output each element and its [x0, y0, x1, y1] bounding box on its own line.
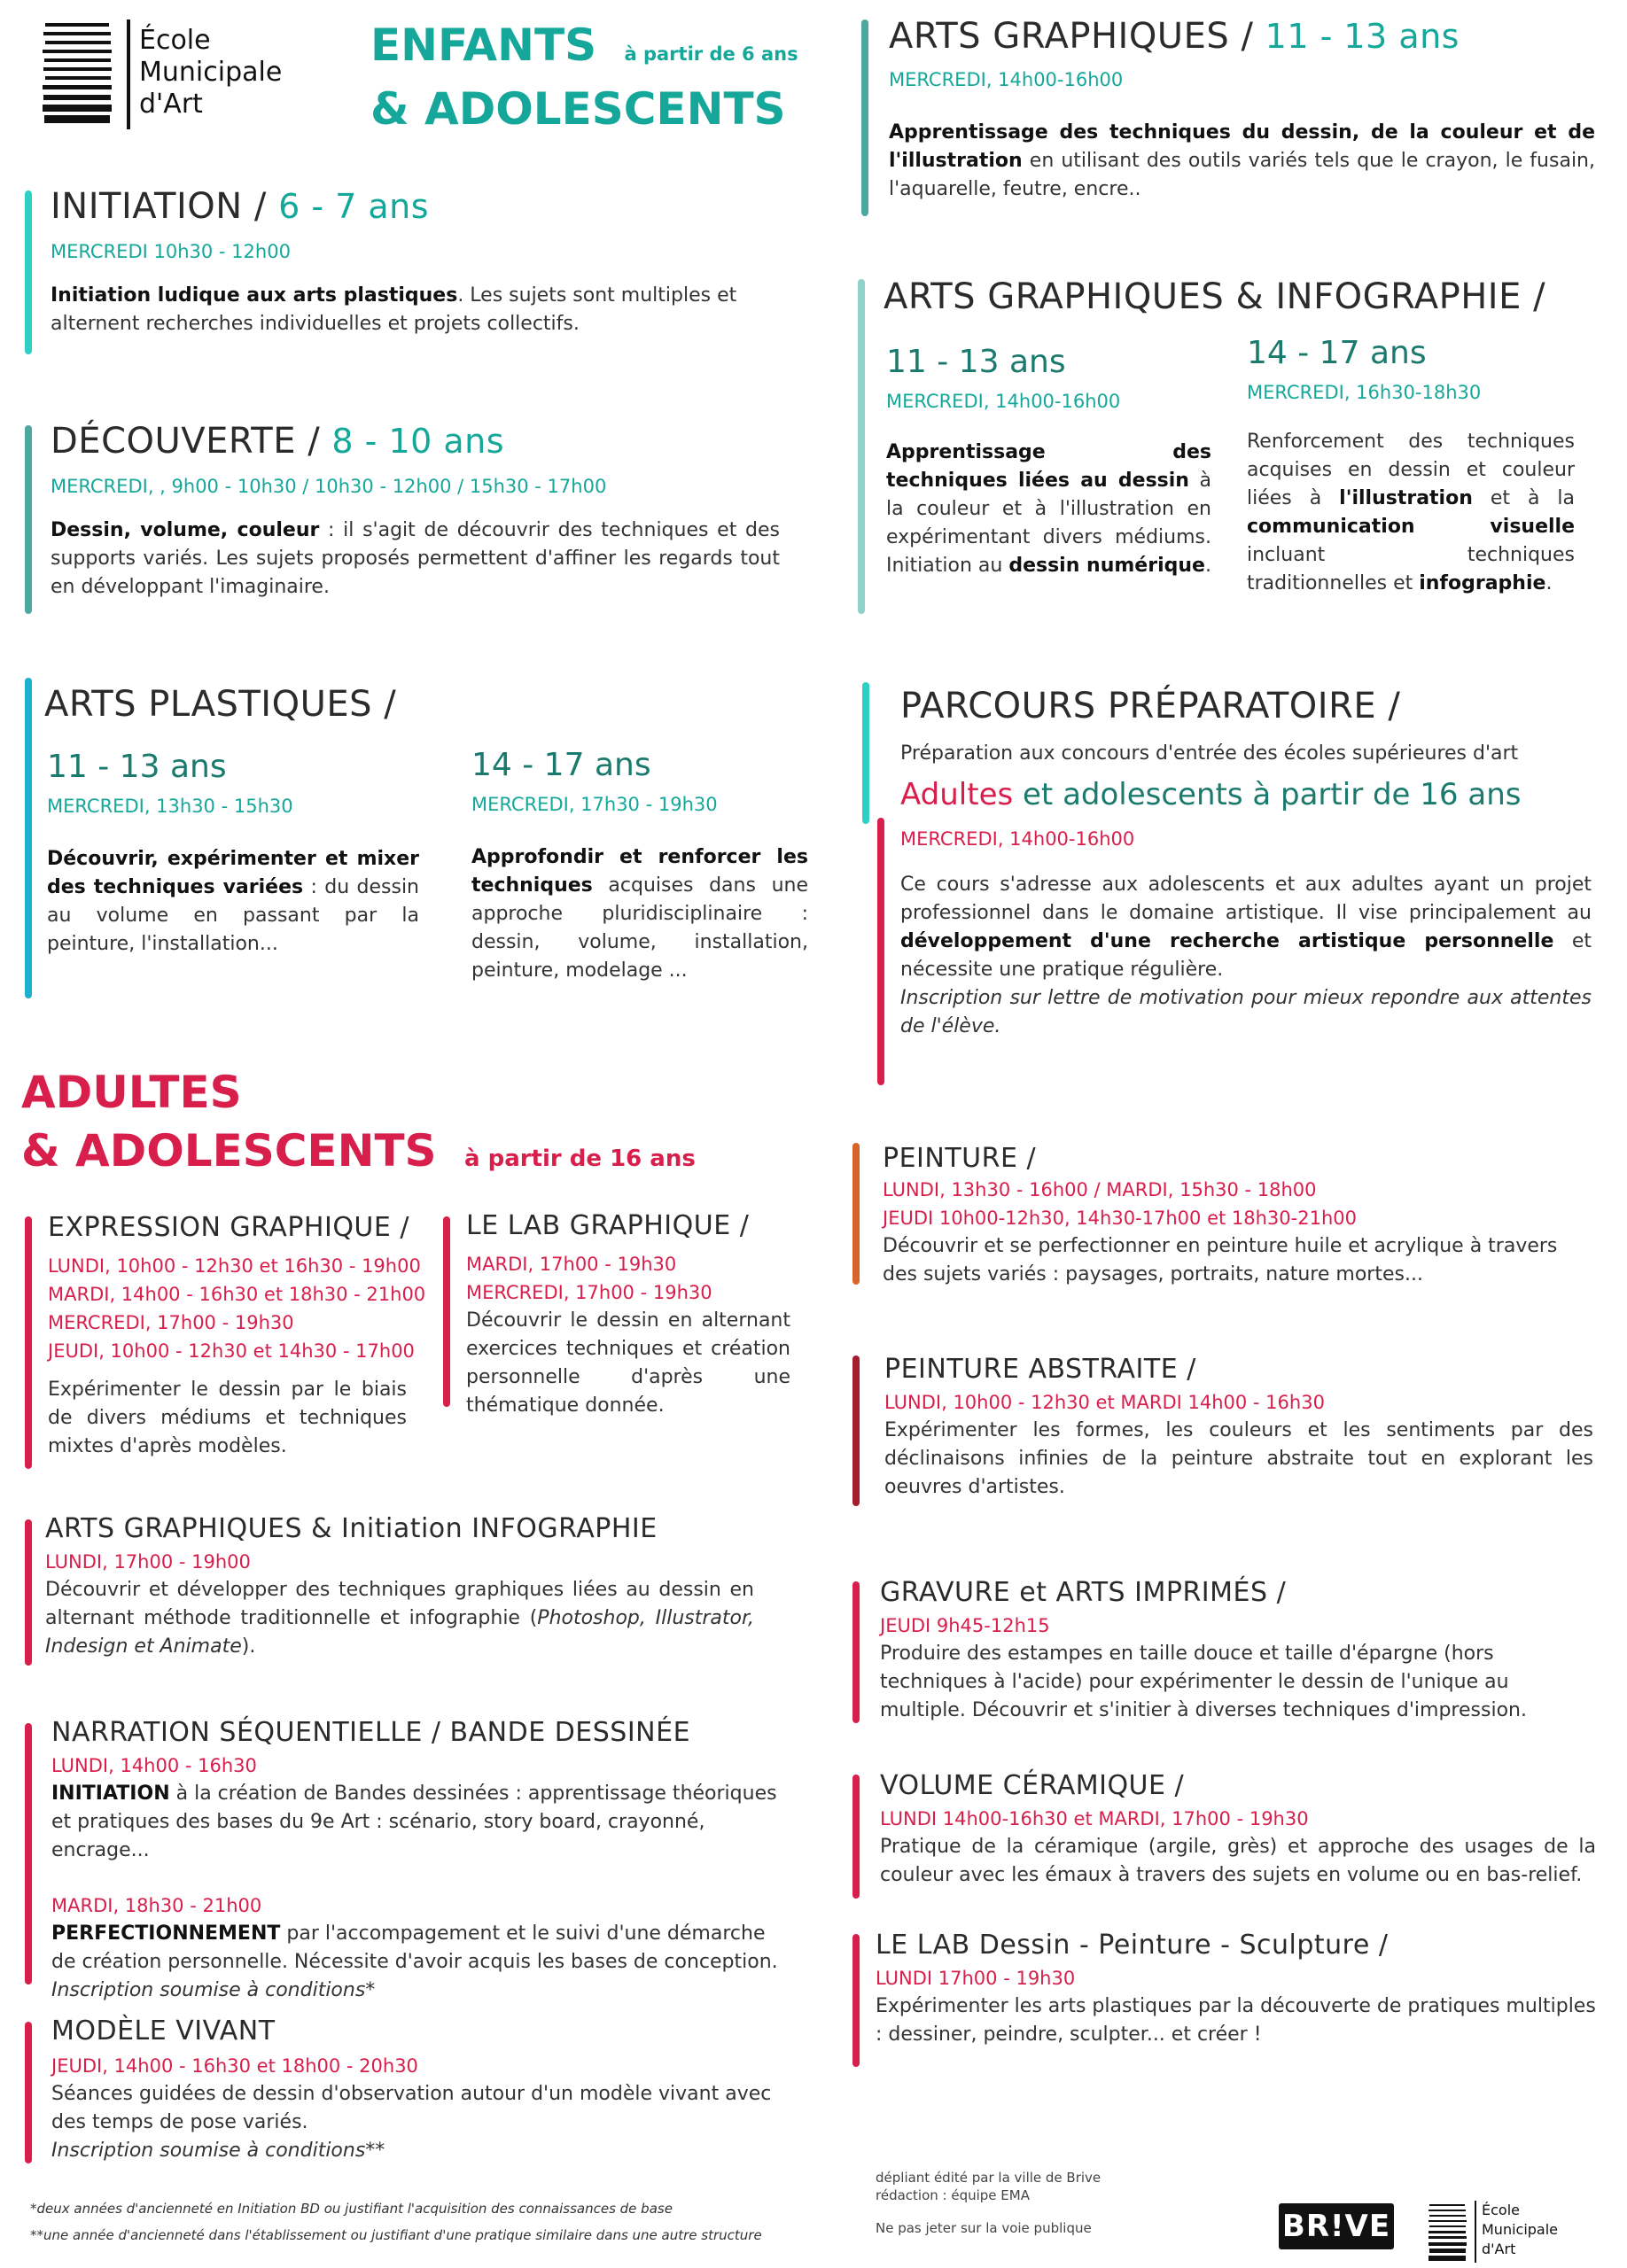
arts-plastiques-description-2: Approfondir et renforcer les techniques acquises dans une approche pluridisciplinaire : dessin, volume, installation, peinture, modelage ... — [471, 846, 808, 982]
ag-infographie-description-1: Apprentissage des techniques liées au dessin à la couleur et à l'illustration en expérimentant divers médiums. Initiation au dessin numérique. — [886, 441, 1211, 577]
ag-infographie-bar — [858, 279, 865, 614]
ag-init-info-bar — [25, 1519, 32, 1666]
credit-line-3: Ne pas jeter sur la voie publique — [876, 2220, 1092, 2236]
adults-heading-sub: à partir de 16 ans — [463, 1146, 696, 1172]
footnote-1: *deux années d'ancienneté en Initiation BD ou justifiant l'acquisition des connaissances de base — [30, 2201, 673, 2217]
footer-logo-line-2: Municipale — [1482, 2221, 1559, 2238]
arts-graphiques-description: Apprentissage des techniques du dessin, de la couleur et de l'illustration en utilisant des outils variés tels que le crayon, le fusain, l'aquarelle, feutre, encre.. — [889, 121, 1595, 200]
parcours-schedule: MERCREDI, 14h00-16h00 — [900, 828, 1135, 850]
expression-bar — [25, 1216, 32, 1469]
decouverte-description: Dessin, volume, couleur : il s'agit de découvrir des techniques et des supports variés. Les sujets proposés permettent d'affiner les regards tout en développant l'imaginaire. — [51, 519, 780, 598]
initiation-bar — [25, 190, 32, 354]
expression-title: EXPRESSION GRAPHIQUE / — [48, 1212, 409, 1243]
decouverte-bar — [25, 425, 32, 614]
footer-logo-line-3: d'Art — [1482, 2241, 1516, 2257]
arts-graphiques-block — [889, 16, 1595, 204]
expression-schedule-2: MARDI, 14h00 - 16h30 et 18h30 - 21h00 — [48, 1284, 426, 1305]
logo-line-3: d'Art — [139, 89, 203, 120]
ceramique-description: Pratique de la céramique (argile, grès) et approche des usages de la couleur avec les émaux à travers des sujets en volume ou en bas-relief. — [880, 1836, 1596, 1886]
abstraite-schedule: LUNDI, 10h00 - 12h30 et MARDI 14h00 - 16h30 — [884, 1392, 1325, 1413]
arts-plastiques-age-1: 11 - 13 ans — [47, 749, 227, 785]
ag-init-info-block — [45, 1513, 754, 1661]
ag-infographie-col-1 — [886, 344, 1211, 580]
expression-schedule-1: LUNDI, 10h00 - 12h30 et 16h30 - 19h00 — [48, 1255, 421, 1277]
credit-line-2: rédaction : équipe EMA — [876, 2187, 1030, 2203]
narration-schedule-2: MARDI, 18h30 - 21h00 — [51, 1895, 262, 1916]
kids-heading-line-2: & ADOLESCENTS — [370, 83, 786, 135]
lab-dps-schedule: LUNDI 17h00 - 19h30 — [876, 1968, 1076, 1989]
logo-line-1: École — [139, 25, 211, 56]
lab-graphique-schedule-2: MERCREDI, 17h00 - 19h30 — [466, 1282, 712, 1303]
arts-plastiques-schedule-1: MERCREDI, 13h30 - 15h30 — [47, 796, 293, 817]
arts-graphiques-schedule: MERCREDI, 14h00-16h00 — [889, 69, 1124, 90]
brive-logo — [1279, 2203, 1394, 2249]
narration-description-1: INITIATION à la création de Bandes dessinées : apprentissage théoriques et pratiques des bases du 9e Art : scénario, story board, crayonné, encrage... — [51, 1783, 777, 1861]
ceramique-bar — [852, 1775, 860, 1899]
expression-description: Expérimenter le dessin par le biais de divers médiums et techniques mixtes d'après modèles. — [48, 1379, 407, 1457]
decouverte-schedule: MERCREDI, , 9h00 - 10h30 / 10h30 - 12h00 / 15h30 - 17h00 — [51, 476, 607, 497]
abstraite-bar — [852, 1355, 860, 1506]
brive-logo-text: BR!VE — [1281, 2209, 1391, 2244]
ag-infographie-schedule-1: MERCREDI, 14h00-16h00 — [886, 391, 1121, 412]
lab-dps-title: LE LAB Dessin - Peinture - Sculpture / — [876, 1930, 1389, 1961]
lab-graphique-title: LE LAB GRAPHIQUE / — [466, 1210, 750, 1241]
adults-heading-line-2: & ADOLESCENTS — [21, 1125, 437, 1177]
gravure-description: Produire des estampes en taille douce et taille d'épargne (hors techniques à l'acide) pour expérimenter le dessin de l'unique au multiple. Découvrir et s'initier à diverses techniques d'impression. — [880, 1643, 1527, 1721]
parcours-bar-top — [862, 682, 869, 824]
arts-graphiques-age: 11 - 13 ans — [1265, 17, 1460, 56]
ag-init-info-schedule: LUNDI, 17h00 - 19h00 — [45, 1551, 251, 1573]
ag-infographie-age-2: 14 - 17 ans — [1247, 335, 1427, 371]
narration-schedule-1: LUNDI, 14h00 - 16h30 — [51, 1755, 257, 1776]
narration-title: NARRATION SÉQUENTIELLE / BANDE DESSINÉE — [51, 1717, 691, 1748]
credit-line-1: dépliant édité par la ville de Brive — [876, 2170, 1102, 2186]
credits — [876, 2169, 1101, 2236]
initiation-description: Initiation ludique aux arts plastiques. Les sujets sont multiples et alternent recherches individuelles et projets collectifs. — [51, 284, 737, 335]
kids-heading-sub: à partir de 6 ans — [624, 43, 798, 65]
gravure-block — [880, 1577, 1596, 1725]
adults-heading-line-1: ADULTES — [21, 1067, 242, 1118]
lab-graphique-schedule-1: MARDI, 17h00 - 19h30 — [466, 1254, 677, 1275]
lab-dps-description: Expérimenter les arts plastiques par la découverte de pratiques multiples : dessiner, peindre, sculpter... et créer ! — [876, 1995, 1596, 2046]
lab-graphique-description: Découvrir le dessin en alternant exercices techniques et création personnelle d'après une thématique donnée. — [466, 1309, 790, 1417]
parcours-note: Inscription sur lettre de motivation pour mieux repondre aux attentes de l'élève. — [900, 987, 1592, 1037]
gravure-schedule: JEUDI 9h45-12h15 — [880, 1615, 1050, 1636]
parcours-description: Ce cours s'adresse aux adolescents et aux adultes ayant un projet professionnel dans le domaine artistique. Il vise principalement au développement d'une recherche artistique personnelle et nécessite une pratique régulière. Inscription sur lettre de motivation pour mieux repondre aux attentes de l'élève. — [900, 874, 1592, 1037]
logo-stripes-icon — [40, 11, 120, 135]
arts-plastiques-title: ARTS PLASTIQUES / — [44, 684, 397, 725]
peinture-schedule-1: LUNDI, 13h30 - 16h00 / MARDI, 15h30 - 18h00 — [883, 1179, 1317, 1200]
ag-init-info-title: ARTS GRAPHIQUES & Initiation INFOGRAPHIE — [45, 1513, 658, 1544]
decouverte-title: DÉCOUVERTE / — [51, 421, 321, 462]
peinture-schedule-2: JEUDI 10h00-12h30, 14h30-17h00 et 18h30-21h00 — [883, 1208, 1357, 1229]
peinture-title: PEINTURE / — [883, 1143, 1037, 1174]
arts-graphiques-title: ARTS GRAPHIQUES / — [889, 16, 1254, 57]
adults-heading — [21, 1063, 696, 1188]
lab-dps-block — [876, 1930, 1596, 2049]
decouverte-block — [51, 421, 780, 602]
narration-description-2: PERFECTIONNEMENT par l'accompagement et le suivi d'une démarche de création personnelle. Nécessite d'avoir acquis les bases de conception. Inscription soumise à conditions* — [51, 1922, 778, 2001]
footnotes — [30, 2195, 762, 2249]
parcours-block — [900, 686, 1592, 1041]
arts-plastiques-col-2 — [471, 747, 808, 985]
school-logo-footer — [1427, 2197, 1595, 2264]
narration-block — [51, 1717, 778, 2005]
parcours-title: PARCOURS PRÉPARATOIRE / — [900, 686, 1401, 726]
abstraite-block — [884, 1354, 1593, 1502]
arts-plastiques-schedule-2: MERCREDI, 17h30 - 19h30 — [471, 794, 718, 815]
initiation-title: INITIATION / — [51, 186, 267, 227]
arts-graphiques-bar — [861, 19, 868, 216]
kids-heading-line-1: ENFANTS — [370, 19, 597, 71]
ag-infographie-description-2: Renforcement des techniques acquises en dessin et couleur liées à l'illustration et à la communication visuelle incluant techniques traditionnelles et infographie. — [1247, 431, 1575, 594]
ag-infographie-schedule-2: MERCREDI, 16h30-18h30 — [1247, 382, 1482, 403]
parcours-audience-2: et adolescents à partir de 16 ans — [1013, 777, 1522, 812]
parcours-bar-bottom — [877, 818, 884, 1085]
arts-plastiques-col-1 — [47, 749, 419, 959]
modele-note: Inscription soumise à conditions** — [51, 2140, 385, 2162]
arts-plastiques-age-2: 14 - 17 ans — [471, 747, 651, 783]
logo-stripes-small-icon — [1427, 2197, 1471, 2264]
abstraite-description: Expérimenter les formes, les couleurs et les sentiments par des déclinaisons infinies de la peinture abstraite tout en explorant les oeuvres d'artistes. — [884, 1419, 1593, 1498]
ceramique-title: VOLUME CÉRAMIQUE / — [880, 1770, 1185, 1801]
gravure-title: GRAVURE et ARTS IMPRIMÉS / — [880, 1577, 1287, 1608]
expression-schedule-3: MERCREDI, 17h00 - 19h30 — [48, 1312, 294, 1333]
ceramique-block — [880, 1770, 1596, 1890]
ag-infographie-title: ARTS GRAPHIQUES & INFOGRAPHIE / — [884, 276, 1546, 317]
initiation-age: 6 - 7 ans — [278, 187, 430, 226]
ag-init-info-description: Découvrir et développer des techniques graphiques liées au dessin en alternant méthode traditionnelle et infographie (Photoshop, Illustrator, Indesign et Animate). — [45, 1579, 754, 1658]
ag-infographie-col-2 — [1247, 335, 1575, 598]
decouverte-age: 8 - 10 ans — [331, 422, 505, 461]
expression-block — [48, 1212, 426, 1461]
modele-schedule: JEUDI, 14h00 - 16h30 et 18h00 - 20h30 — [51, 2055, 418, 2077]
logo-line-2: Municipale — [139, 57, 283, 88]
initiation-block — [51, 186, 786, 338]
modele-block — [51, 2016, 778, 2165]
ceramique-schedule: LUNDI 14h00-16h30 et MARDI, 17h00 - 19h30 — [880, 1808, 1309, 1829]
parcours-subtitle: Préparation aux concours d'entrée des écoles supérieures d'art — [900, 742, 1519, 765]
expression-schedule-4: JEUDI, 10h00 - 12h30 et 14h30 - 17h00 — [48, 1340, 415, 1362]
arts-plastiques-bar — [25, 678, 32, 998]
peinture-description: Découvrir et se perfectionner en peinture huile et acrylique à travers des sujets variés : paysages, portraits, nature mortes... — [883, 1235, 1558, 1285]
narration-note: Inscription soumise à conditions* — [51, 1979, 376, 2001]
modele-bar — [25, 2022, 32, 2163]
footer-logo-line-1: École — [1482, 2202, 1520, 2218]
lab-graphique-block — [466, 1210, 790, 1420]
kids-heading — [370, 18, 798, 136]
ag-infographie-age-1: 11 - 13 ans — [886, 344, 1066, 380]
modele-title: MODÈLE VIVANT — [51, 2016, 276, 2047]
lab-graphique-bar — [443, 1216, 450, 1407]
lab-dps-bar — [852, 1934, 860, 2067]
gravure-bar — [852, 1581, 860, 1723]
initiation-schedule: MERCREDI 10h30 - 12h00 — [51, 241, 291, 262]
modele-description: Séances guidées de dessin d'observation autour d'un modèle vivant avec des temps de pose variés. Inscription soumise à conditions** — [51, 2083, 772, 2162]
abstraite-title: PEINTURE ABSTRAITE / — [884, 1354, 1196, 1385]
arts-plastiques-description-1: Découvrir, expérimenter et mixer des techniques variées : du dessin au volume en passant par la peinture, l'installation... — [47, 848, 419, 955]
narration-bar — [25, 1723, 32, 1984]
parcours-audience-1: Adultes — [900, 777, 1014, 812]
school-logo — [40, 11, 306, 135]
footnote-2: **une année d'ancienneté dans l'établissement ou justifiant d'une pratique similaire dans une autre structure — [30, 2227, 762, 2243]
peinture-block — [883, 1143, 1596, 1289]
peinture-bar — [852, 1143, 860, 1285]
